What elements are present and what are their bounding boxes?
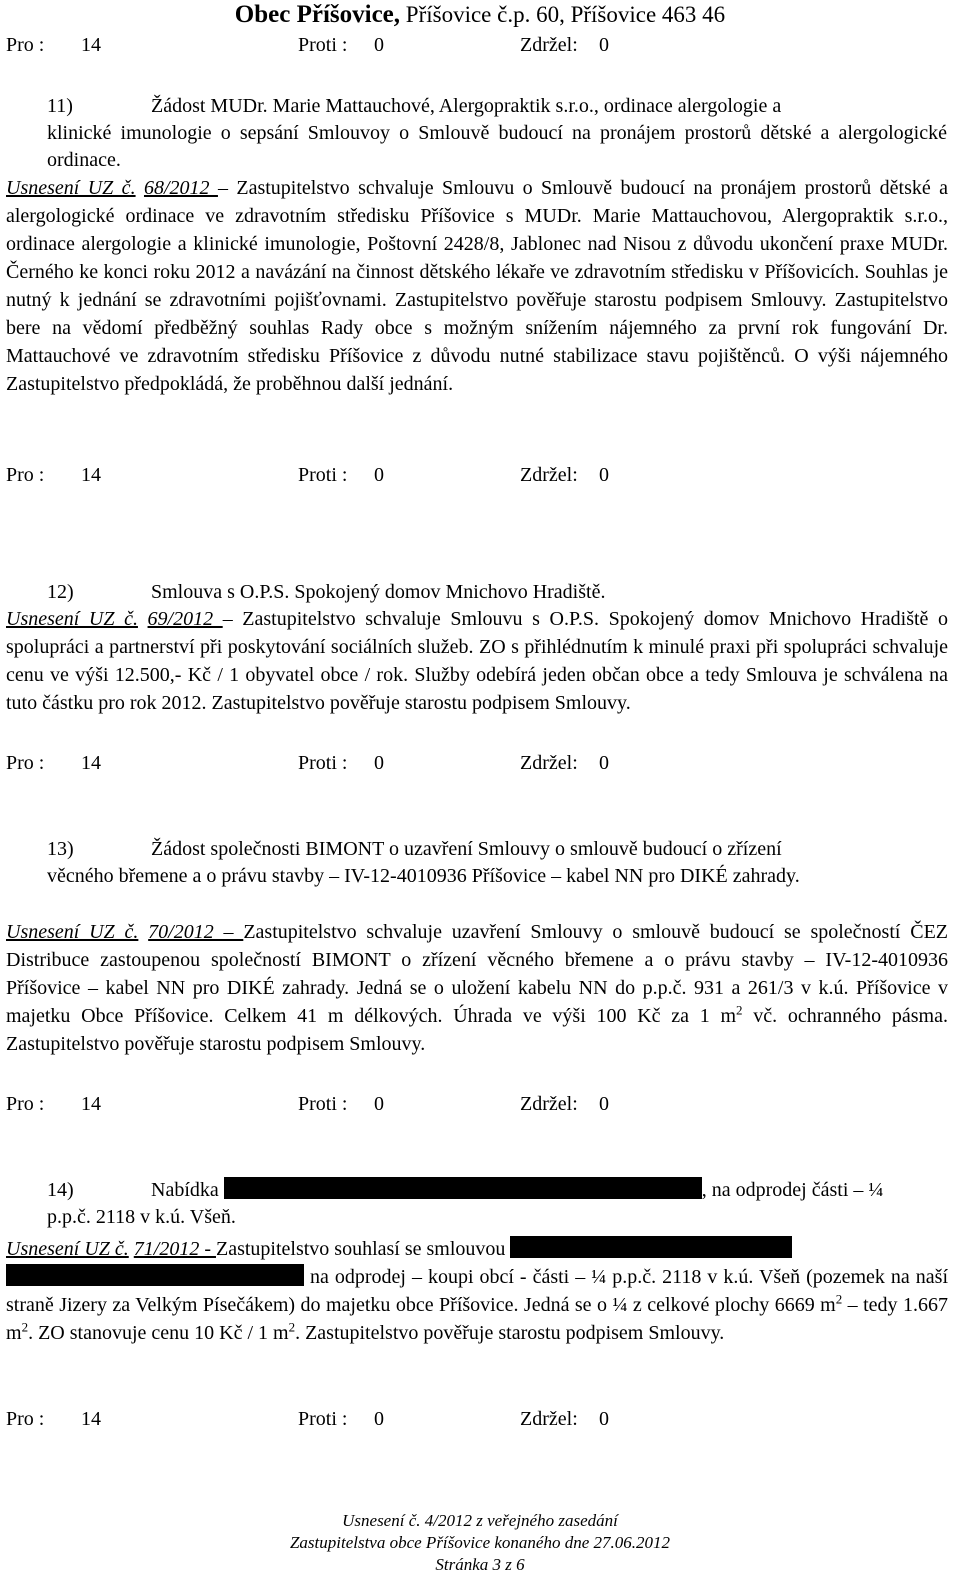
vote-line [6,463,946,487]
redaction-bar [6,1264,304,1286]
item-number: 11) [47,95,73,117]
resolution-id: 71/2012 - [133,1238,216,1260]
vote-pro-label: Pro : [6,752,45,774]
header-org: Obec Příšovice, [234,1,401,28]
vote-pro-label: Pro : [6,34,45,56]
vote-zdrzel-label: Zdržel: [520,1093,578,1115]
resolution-id: 68/2012 [143,177,218,199]
resolution-text-b: vč. ochranného pásma. Zastupitelstvo pověřuje starostu podpisem Smlouvy. [6,1005,948,1055]
resolution-text-e: . Zastupitelstvo pověřuje starostu podpisem Smlouvy. [295,1322,725,1344]
vote-proti-count: 0 [374,1408,384,1430]
page-header [0,2,960,28]
resolution-text-a: Zastupitelstvo souhlasí se smlouvou [215,1238,506,1260]
item-11-title [47,93,947,174]
vote-zdrzel-count: 0 [599,34,609,56]
resolution-68 [6,174,948,398]
vote-line [6,1407,946,1431]
vote-pro-count: 14 [81,34,101,56]
vote-zdrzel-count: 0 [599,1408,609,1430]
resolution-69 [6,605,948,717]
resolution-text-d: . ZO stanovuje cenu 10 Kč / 1 m [28,1322,289,1344]
redaction-bar [224,1177,702,1199]
item-title-line2: p.p.č. 2118 v k.ú. Všeň. [47,1206,236,1228]
resolution-label: Usnesení UZ č. [6,608,138,630]
item-title-line1: Žádost společnosti BIMONT o uzavření Smlouvy o smlouvě budoucí o zřízení [151,838,782,860]
item-title: Smlouva s O.P.S. Spokojený domov Mnichovo Hradiště. [151,581,606,603]
item-title-b: , na odprodej části – ¼ [701,1179,884,1201]
vote-zdrzel-label: Zdržel: [520,752,578,774]
vote-pro-label: Pro : [6,1408,45,1430]
page-footer [0,1510,960,1576]
superscript: 2 [21,1319,29,1335]
vote-proti-count: 0 [374,34,384,56]
resolution-text: – Zastupitelstvo schvaluje Smlouvu s O.P.S. Spokojený domov Mnichovo Hradiště o spolupráci a partnerství při poskytování sociálních služeb. ZO s přihlédnutím k minulé praxi při spolupráci schvaluje cenu ve výši 12.500,- Kč / 1 obyvatel obce / rok. Služby odebírá jeden občan obce a tedy Smlouva je schválena na tuto částku pro rok 2012. Zastupitelstvo pověřuje starostu podpisem Smlouvy. [6,608,949,714]
resolution-text-b: na odprodej – koupi obcí - části – ¼ p.p.č. 2118 v k.ú. Všeň (pozemek na naší straně Jizery za Velkým Písečákem) do majetku obce Příšovice. Jedná se o ¼ z celkové plochy 6669 m [6,1266,948,1316]
item-title-a: Nabídka [151,1179,219,1201]
item-14-title [47,1177,947,1231]
vote-zdrzel-label: Zdržel: [520,34,578,56]
footer-page-number: Stránka 3 z 6 [435,1555,525,1574]
resolution-id: 70/2012 – [148,921,244,943]
vote-proti-label: Proti : [298,752,348,774]
vote-proti-label: Proti : [298,34,348,56]
vote-pro-label: Pro : [6,464,45,486]
resolution-text-c: – tedy 1.667 m [6,1294,949,1344]
resolution-label: Usnesení UZ č. [6,1238,129,1260]
vote-pro-count: 14 [81,752,101,774]
redaction-bar [510,1236,792,1258]
resolution-text: – Zastupitelstvo schvaluje Smlouvu o Smlouvě budoucí na pronájem prostorů dětské a alergologické ordinace ve zdravotním středisku Příšovice s MUDr. Marie Mattauchovou, Alergopraktik s.r.o., ordinace alergologie a klinické imunologie, Poštovní 2428/8, Jablonec nad Nisou z důvodu ukončení praxe MUDr. Černého ke konci roku 2012 a navázání na činnost dětského lékaře ve zdravotním středisku v Příšovicích. Souhlas je nutný k jednání se zdravotními pojišťovnami. Zastupitelstvo pověřuje starostu podpisem Smlouvy. Zastupitelstvo bere na vědomí předběžný souhlas Rady obce s možným snížením nájemného za první rok fungování Dr. Mattauchové ve zdravotním středisku Příšovice z důvodu nutné stabilizace stavu pojištěnců. O výši nájemného Zastupitelstvo předpokládá, že proběhnou další jednání. [6,177,949,395]
vote-pro-count: 14 [81,1093,101,1115]
footer-line2: Zastupitelstva obce Příšovice konaného dne 27.06.2012 [289,1533,671,1552]
header-address: Příšovice č.p. 60, Příšovice 463 46 [405,2,726,27]
vote-proti-label: Proti : [298,1408,348,1430]
vote-proti-label: Proti : [298,464,348,486]
vote-proti-count: 0 [374,464,384,486]
vote-proti-label: Proti : [298,1093,348,1115]
vote-line [6,33,946,57]
item-number: 14) [47,1179,74,1201]
item-number: 13) [47,838,74,860]
vote-proti-count: 0 [374,752,384,774]
superscript: 2 [835,1291,843,1307]
resolution-label: Usnesení UZ č. [6,177,136,199]
superscript: 2 [736,1002,743,1018]
superscript: 2 [288,1319,296,1335]
vote-zdrzel-count: 0 [599,752,609,774]
vote-line [6,1092,946,1116]
resolution-label: Usnesení UZ č. [6,921,139,943]
vote-pro-label: Pro : [6,1093,45,1115]
vote-zdrzel-label: Zdržel: [520,1408,578,1430]
vote-zdrzel-label: Zdržel: [520,464,578,486]
vote-zdrzel-count: 0 [599,1093,609,1115]
resolution-text-a: Zastupitelstvo schvaluje uzavření Smlouvy o smlouvě budoucí se společností ČEZ Distribuce zastoupenou společností BIMONT o zřízení věcného břemene a o právu stavby – IV-12-4010936 Příšovice – kabel NN pro DIKÉ zahrady. Jedná se o uložení kabelu NN do p.p.č. 931 a 261/3 v k.ú. Příšovice v majetku Obce Příšovice. Celkem 41 m délkových. Úhrada ve výši 100 Kč za 1 m [6,921,949,1027]
item-title-rest: věcného břemene a o právu stavby – IV-12-4010936 Příšovice – kabel NN pro DIKÉ zahrady. [47,865,800,887]
resolution-70 [6,918,948,1058]
vote-line [6,751,946,775]
vote-pro-count: 14 [81,1408,101,1430]
vote-pro-count: 14 [81,464,101,486]
item-number: 12) [47,581,74,603]
item-12-title [47,579,947,606]
footer-line1: Usnesení č. 4/2012 z veřejného zasedání [342,1511,618,1530]
item-13-title [47,836,947,890]
vote-zdrzel-count: 0 [599,464,609,486]
resolution-71 [6,1235,948,1347]
resolution-id: 69/2012 [147,608,223,630]
item-title-line1: Žádost MUDr. Marie Mattauchové, Alergopraktik s.r.o., ordinace alergologie a [151,95,782,117]
item-title-rest: klinické imunologie o sepsání Smlouvoy o Smlouvě budoucí na pronájem prostorů dětské a alergologické ordinace. [47,122,947,171]
vote-proti-count: 0 [374,1093,384,1115]
